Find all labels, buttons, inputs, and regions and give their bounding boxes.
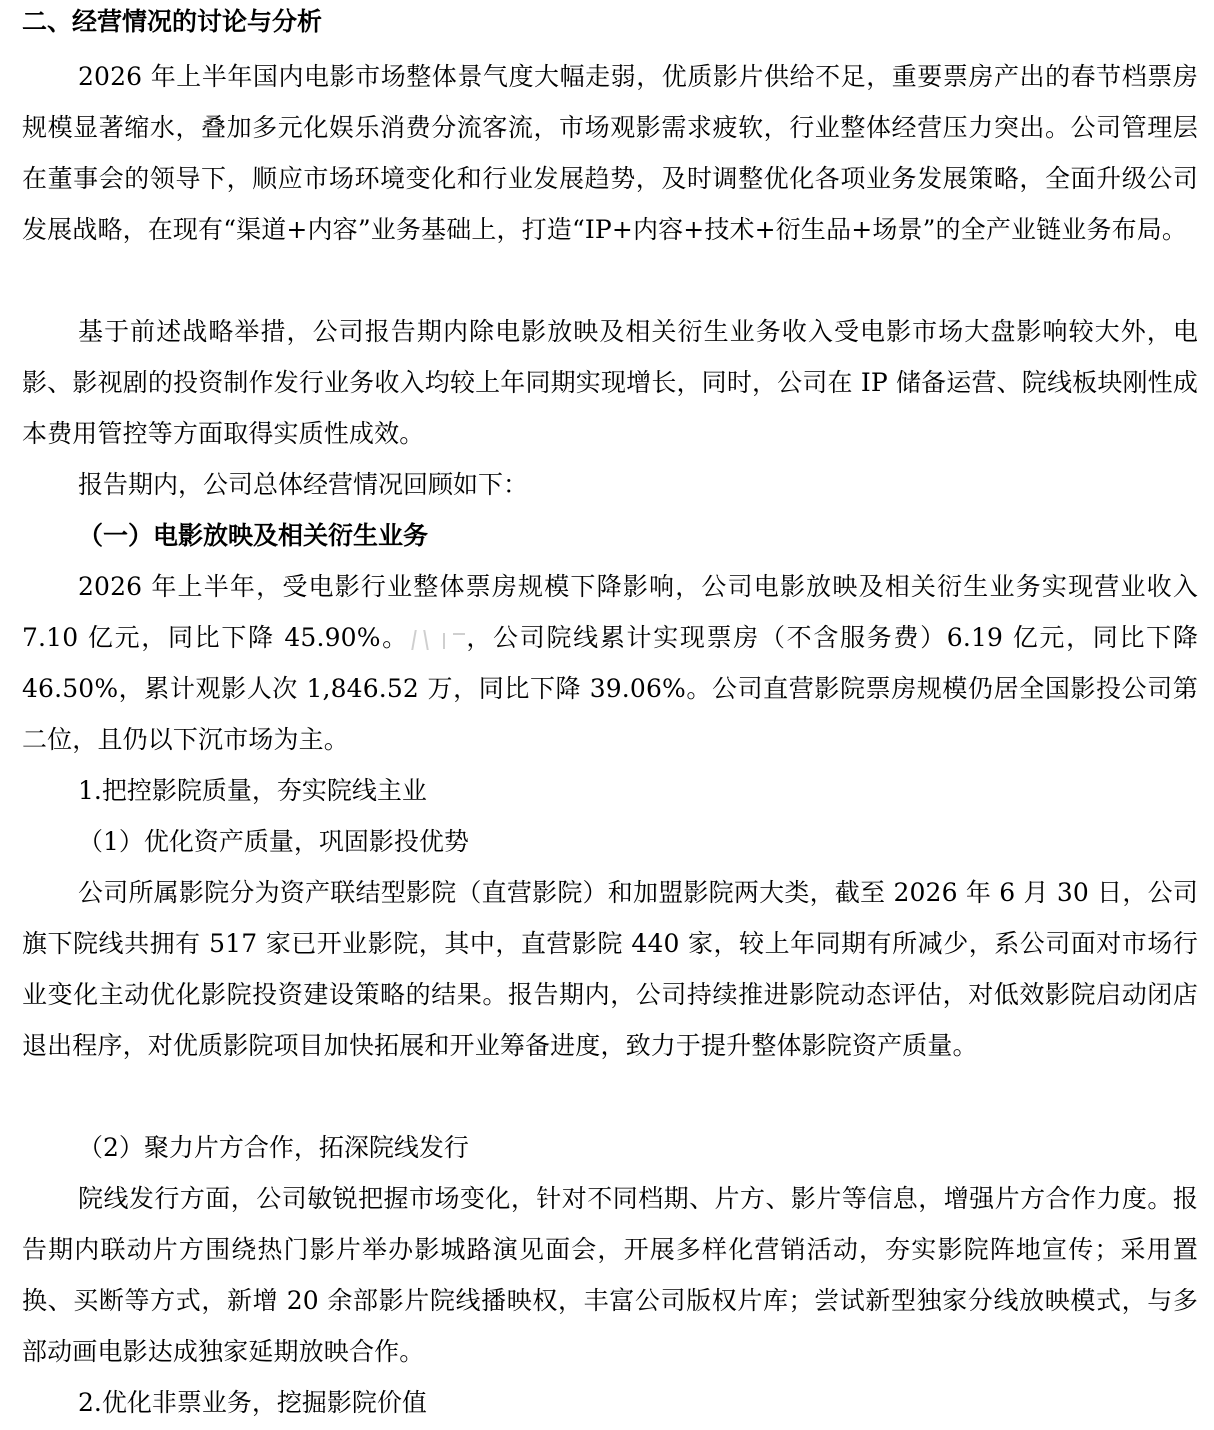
subheading-film-screening: （一）电影放映及相关衍生业务 [78, 521, 429, 550]
screening-revenue-text-a: 2026 年上半年，受电影行业整体票房规模下降影响，公司电影放映及相关衍生业务实现营业收入 7.10 亿元，同比下降 45.90%。 [22, 572, 1198, 652]
section-title: 二、经营情况的讨论与分析 [22, 7, 323, 36]
subheading-non-ticket: 2.优化非票业务，挖掘影院价值 [78, 1388, 427, 1417]
subheading-distribution: （2）聚力片方合作，拓深院线发行 [78, 1133, 469, 1162]
faint-stamp-mark [409, 629, 465, 651]
paragraph-review-intro: 报告期内，公司总体经营情况回顾如下： [78, 470, 529, 499]
paragraph-distribution: 院线发行方面，公司敏锐把握市场变化，针对不同档期、片方、影片等信息，增强片方合作力度。报告期内联动片方围绕热门影片举办影城路演见面会，开展多样化营销活动，夯实影院阵地宣传；采用置换、买断等方式，新增 20 余部影片院线播映权，丰富公司版权片库；尝试新型独家分线放映模式，与多部动画电影达成独家延期放映合作。 [22, 1184, 1198, 1366]
paragraph-cinema-assets: 公司所属影院分为资产联结型影院（直营影院）和加盟影院两大类，截至 2026 年 6 月 30 日，公司旗下院线共拥有 517 家已开业影院，其中，直营影院 440 家，较上年同期有所减少，系公司面对市场行业变化主动优化影院投资建设策略的结果。报告期内，公司持续推进影院动态评估，对低效影院启动闭店退出程序，对优质影院项目加快拓展和开业筹备进度，致力于提升整体影院资产质量。 [22, 878, 1198, 1060]
paragraph-strategy-results: 基于前述战略举措，公司报告期内除电影放映及相关衍生业务收入受电影市场大盘影响较大外，电影、影视剧的投资制作发行业务收入均较上年同期实现增长，同时，公司在 IP 储备运营、院线板块刚性成本费用管控等方面取得实质性成效。 [22, 317, 1198, 448]
paragraph-market-overview: 2026 年上半年国内电影市场整体景气度大幅走弱，优质影片供给不足，重要票房产出的春节档票房规模显著缩水，叠加多元化娱乐消费分流客流，市场观影需求疲软，行业整体经营压力突出。公司管理层在董事会的领导下，顺应市场环境变化和行业发展趋势，及时调整优化各项业务发展策略，全面升级公司发展战略，在现有“渠道+内容”业务基础上，打造“IP+内容+技术+衍生品+场景”的全产业链业务布局。 [22, 62, 1198, 244]
paragraph-screening-revenue [22, 561, 1198, 765]
subheading-asset-quality: （1）优化资产质量，巩固影投优势 [78, 827, 469, 856]
screening-revenue-text-b: ，公司院线累计实现票房（不含服务费）6.19 亿元，同比下降 46.50%，累计观影人次 1,846.52 万，同比下降 39.06%。公司直营影院票房规模仍居全国影投公司第二位，且仍以下沉市场为主。 [22, 623, 1198, 754]
subheading-cinema-quality: 1.把控影院质量，夯实院线主业 [78, 776, 427, 805]
